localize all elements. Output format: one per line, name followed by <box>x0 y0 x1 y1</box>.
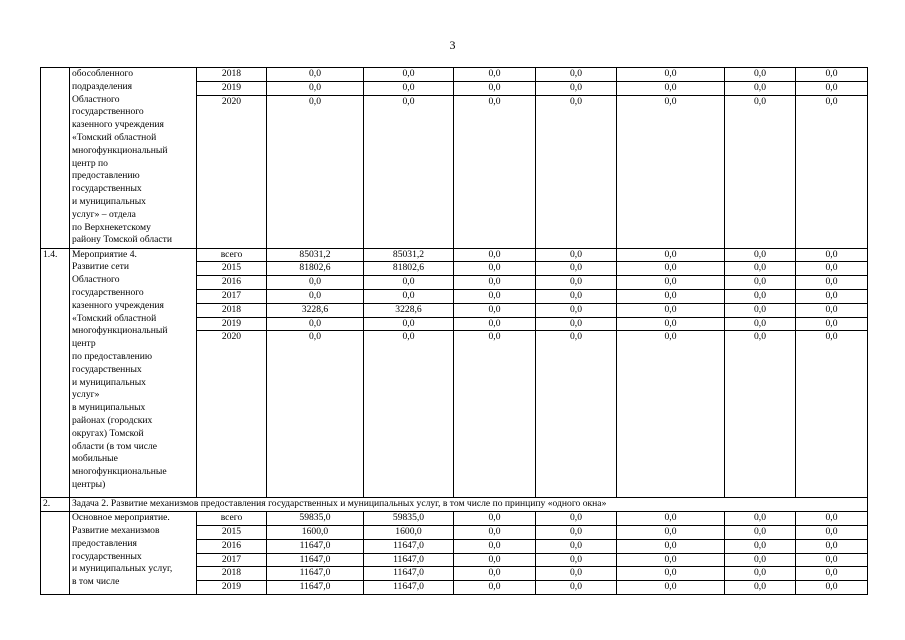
value-cell: 0,0 <box>536 68 617 82</box>
value-cell: 0,0 <box>617 317 725 331</box>
year-cell: 2018 <box>197 68 267 82</box>
measure-name-line: и муниципальных <box>72 195 146 207</box>
value-cell: 0,0 <box>617 81 725 95</box>
value-cell: 0,0 <box>536 248 617 262</box>
measure-name-line: в том числе <box>72 576 120 588</box>
value-cell: 0,0 <box>725 276 796 290</box>
value-cell: 0,0 <box>725 525 796 539</box>
measure-name-line: предоставлению <box>72 170 140 182</box>
value-cell: 85031,2 <box>364 248 454 262</box>
value-cell: 0,0 <box>617 262 725 276</box>
year-cell: 2015 <box>197 262 267 276</box>
year-cell: 2019 <box>197 317 267 331</box>
value-cell: 0,0 <box>267 95 364 248</box>
value-cell: 0,0 <box>796 581 868 595</box>
measure-name-line: центр по <box>72 157 108 169</box>
measure-name <box>70 512 197 595</box>
value-cell: 0,0 <box>725 331 796 498</box>
measure-name-line: Развитие сети <box>72 261 129 273</box>
measure-name-line: предоставления <box>72 537 137 549</box>
value-cell: 0,0 <box>454 331 536 498</box>
value-cell: 81802,6 <box>267 262 364 276</box>
value-cell: 3228,6 <box>364 303 454 317</box>
value-cell: 0,0 <box>267 317 364 331</box>
measure-name-line: Областного <box>72 93 120 105</box>
value-cell: 0,0 <box>725 289 796 303</box>
value-cell: 0,0 <box>454 581 536 595</box>
measure-name-line: в муниципальных <box>72 402 146 414</box>
value-cell: 0,0 <box>536 512 617 526</box>
value-cell: 0,0 <box>617 276 725 290</box>
value-cell: 0,0 <box>617 68 725 82</box>
value-cell: 0,0 <box>725 262 796 276</box>
measure-name <box>70 248 197 498</box>
value-cell: 0,0 <box>454 81 536 95</box>
measure-name-line: Областного <box>72 274 120 286</box>
value-cell: 0,0 <box>454 317 536 331</box>
value-cell: 0,0 <box>454 525 536 539</box>
task-title: Задача 2. Развитие механизмов предоставления государственных и муниципальных услуг, в том числе по принципу «одного окна» <box>70 498 868 512</box>
value-cell: 0,0 <box>796 553 868 567</box>
value-cell: 0,0 <box>725 68 796 82</box>
value-cell: 0,0 <box>617 331 725 498</box>
year-cell: 2016 <box>197 539 267 553</box>
measure-name-line: округах) Томской <box>72 427 144 439</box>
table-row <box>41 68 868 82</box>
value-cell: 0,0 <box>617 553 725 567</box>
year-cell: всего <box>197 248 267 262</box>
value-cell: 0,0 <box>536 567 617 581</box>
measure-name-line: по Верхнекетскому <box>72 221 151 233</box>
value-cell: 11647,0 <box>267 553 364 567</box>
value-cell: 0,0 <box>454 303 536 317</box>
value-cell: 85031,2 <box>267 248 364 262</box>
value-cell: 0,0 <box>454 553 536 567</box>
measure-name-line: государственных <box>72 550 142 562</box>
page-number: 3 <box>449 38 456 52</box>
value-cell: 11647,0 <box>267 539 364 553</box>
value-cell: 0,0 <box>536 539 617 553</box>
table-body <box>41 68 868 595</box>
value-cell: 0,0 <box>796 276 868 290</box>
value-cell: 0,0 <box>725 539 796 553</box>
value-cell: 0,0 <box>617 567 725 581</box>
value-cell: 0,0 <box>536 331 617 498</box>
value-cell: 0,0 <box>536 317 617 331</box>
value-cell: 0,0 <box>796 331 868 498</box>
section-number: 1.4. <box>41 248 70 498</box>
measure-name-line: подразделения <box>72 80 133 92</box>
value-cell: 0,0 <box>796 95 868 248</box>
value-cell: 0,0 <box>725 317 796 331</box>
value-cell: 1600,0 <box>267 525 364 539</box>
value-cell: 0,0 <box>536 303 617 317</box>
value-cell: 11647,0 <box>364 539 454 553</box>
measure-name-line: «Томский областной <box>72 131 157 143</box>
value-cell: 59835,0 <box>267 512 364 526</box>
year-cell: 2015 <box>197 525 267 539</box>
measure-name-line: государственного <box>72 106 144 118</box>
value-cell: 0,0 <box>267 68 364 82</box>
year-cell: 2018 <box>197 303 267 317</box>
year-cell: 2017 <box>197 553 267 567</box>
value-cell: 0,0 <box>725 512 796 526</box>
value-cell: 0,0 <box>617 581 725 595</box>
year-cell: 2020 <box>197 331 267 498</box>
value-cell: 0,0 <box>536 525 617 539</box>
measure-name-line: области (в том числе <box>72 440 158 452</box>
value-cell: 0,0 <box>454 68 536 82</box>
task-row <box>41 498 868 512</box>
measure-name-line: по предоставлению <box>72 350 153 362</box>
value-cell: 11647,0 <box>364 567 454 581</box>
measure-name-line: Основное мероприятие. <box>72 512 170 524</box>
measure-name-line: Мероприятие 4. <box>72 248 137 260</box>
value-cell: 0,0 <box>536 276 617 290</box>
measure-name-line: Развитие механизмов <box>72 524 160 536</box>
value-cell: 0,0 <box>617 525 725 539</box>
value-cell: 0,0 <box>267 289 364 303</box>
year-cell: 2019 <box>197 581 267 595</box>
measure-name-line: и муниципальных услуг, <box>72 563 173 575</box>
value-cell: 0,0 <box>364 95 454 248</box>
measure-name-line: району Томской области <box>72 234 172 246</box>
value-cell: 0,0 <box>796 317 868 331</box>
value-cell: 0,0 <box>454 289 536 303</box>
measure-name-line: государственного <box>72 286 144 298</box>
value-cell: 0,0 <box>454 248 536 262</box>
year-cell: 2018 <box>197 567 267 581</box>
value-cell: 11647,0 <box>364 581 454 595</box>
measure-name-line: многофункциональный <box>72 144 168 156</box>
value-cell: 0,0 <box>536 553 617 567</box>
value-cell: 0,0 <box>267 276 364 290</box>
table-row <box>41 512 868 526</box>
measure-name-line: мобильные <box>72 453 118 465</box>
value-cell: 3228,6 <box>267 303 364 317</box>
table-row <box>41 248 868 262</box>
measure-name-line: многофункциональные <box>72 466 167 478</box>
value-cell: 0,0 <box>267 81 364 95</box>
value-cell: 11647,0 <box>267 581 364 595</box>
measure-name-line: «Томский областной <box>72 312 157 324</box>
year-cell: 2016 <box>197 276 267 290</box>
value-cell: 0,0 <box>796 567 868 581</box>
value-cell: 0,0 <box>617 95 725 248</box>
year-cell: 2019 <box>197 81 267 95</box>
value-cell: 81802,6 <box>364 262 454 276</box>
year-cell: всего <box>197 512 267 526</box>
value-cell: 0,0 <box>364 81 454 95</box>
value-cell: 0,0 <box>796 81 868 95</box>
measure-name-line: центр <box>72 338 96 350</box>
value-cell: 11647,0 <box>364 553 454 567</box>
value-cell: 11647,0 <box>267 567 364 581</box>
measure-name-line: государственных <box>72 183 142 195</box>
value-cell: 0,0 <box>725 248 796 262</box>
value-cell: 0,0 <box>796 262 868 276</box>
value-cell: 0,0 <box>536 81 617 95</box>
value-cell: 0,0 <box>617 303 725 317</box>
measure-name-line: казенного учреждения <box>72 119 164 131</box>
value-cell: 0,0 <box>796 248 868 262</box>
value-cell: 0,0 <box>796 303 868 317</box>
measure-name-line: услуг» – отдела <box>72 208 136 220</box>
value-cell: 0,0 <box>454 567 536 581</box>
value-cell: 0,0 <box>267 331 364 498</box>
value-cell: 0,0 <box>454 512 536 526</box>
value-cell: 0,0 <box>364 276 454 290</box>
measure-name-line: казенного учреждения <box>72 299 164 311</box>
value-cell: 0,0 <box>796 525 868 539</box>
value-cell: 0,0 <box>725 553 796 567</box>
value-cell: 0,0 <box>725 95 796 248</box>
value-cell: 0,0 <box>796 512 868 526</box>
value-cell: 0,0 <box>725 581 796 595</box>
year-cell: 2017 <box>197 289 267 303</box>
value-cell: 0,0 <box>617 539 725 553</box>
value-cell: 0,0 <box>364 289 454 303</box>
measure-name-line: и муниципальных <box>72 376 146 388</box>
measure-name-line: районах (городских <box>72 414 153 426</box>
measure-name-line: центры) <box>72 478 106 490</box>
budget-table <box>40 67 868 595</box>
value-cell: 0,0 <box>536 289 617 303</box>
value-cell: 0,0 <box>454 539 536 553</box>
value-cell: 0,0 <box>364 317 454 331</box>
value-cell: 1600,0 <box>364 525 454 539</box>
value-cell: 0,0 <box>536 95 617 248</box>
value-cell: 0,0 <box>364 331 454 498</box>
section-number <box>41 512 70 595</box>
value-cell: 0,0 <box>454 276 536 290</box>
section-number: 2. <box>41 498 70 512</box>
value-cell: 0,0 <box>617 248 725 262</box>
section-number <box>41 68 70 249</box>
measure-name-line: многофункциональный <box>72 325 168 337</box>
value-cell: 0,0 <box>454 262 536 276</box>
year-cell: 2020 <box>197 95 267 248</box>
value-cell: 0,0 <box>796 68 868 82</box>
value-cell: 0,0 <box>725 567 796 581</box>
value-cell: 0,0 <box>725 303 796 317</box>
value-cell: 59835,0 <box>364 512 454 526</box>
measure-name <box>70 68 197 249</box>
measure-name-line: услуг» <box>72 389 100 401</box>
value-cell: 0,0 <box>536 581 617 595</box>
value-cell: 0,0 <box>725 81 796 95</box>
value-cell: 0,0 <box>364 68 454 82</box>
value-cell: 0,0 <box>536 262 617 276</box>
value-cell: 0,0 <box>617 512 725 526</box>
value-cell: 0,0 <box>617 289 725 303</box>
value-cell: 0,0 <box>796 539 868 553</box>
measure-name-line: государственных <box>72 363 142 375</box>
value-cell: 0,0 <box>454 95 536 248</box>
value-cell: 0,0 <box>796 289 868 303</box>
measure-name-line: обособленного <box>72 68 134 79</box>
